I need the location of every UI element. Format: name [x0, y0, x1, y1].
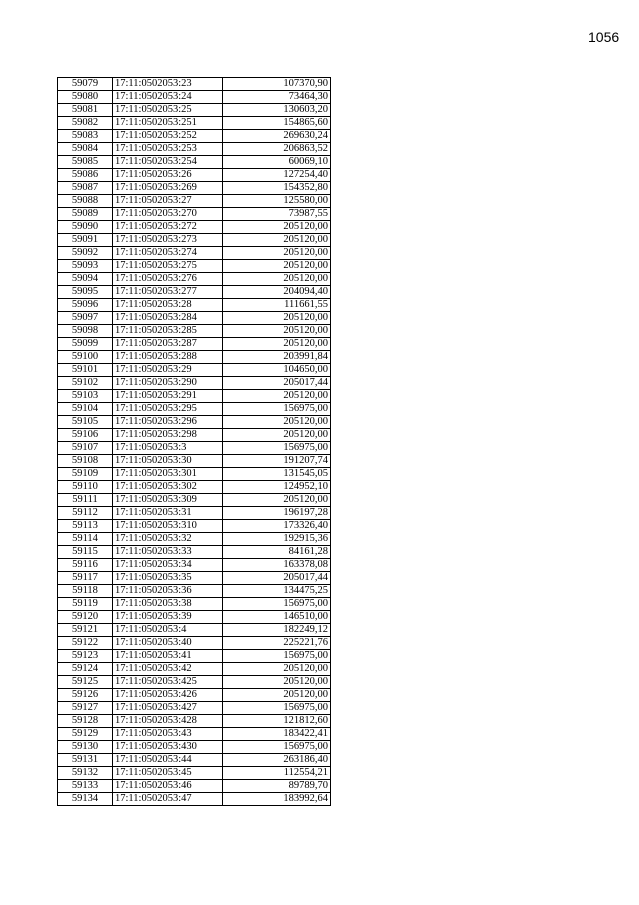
table-row: [58, 286, 331, 299]
value-cell: 104650,00: [223, 364, 331, 377]
row-number-cell: 59094: [58, 273, 113, 286]
row-number-cell: 59118: [58, 585, 113, 598]
row-number-cell: 59092: [58, 247, 113, 260]
cadastral-number-cell: 17:11:0502053:275: [113, 260, 223, 273]
cadastral-number-cell: 17:11:0502053:291: [113, 390, 223, 403]
value-cell: 205120,00: [223, 676, 331, 689]
row-number-cell: 59124: [58, 663, 113, 676]
row-number-cell: 59086: [58, 169, 113, 182]
table-row: [58, 364, 331, 377]
cadastral-number-cell: 17:11:0502053:251: [113, 117, 223, 130]
value-cell: 205120,00: [223, 416, 331, 429]
row-number-cell: 59099: [58, 338, 113, 351]
row-number-cell: 59079: [58, 78, 113, 91]
value-cell: 183992,64: [223, 793, 331, 806]
row-number-cell: 59120: [58, 611, 113, 624]
cadastral-number-cell: 17:11:0502053:23: [113, 78, 223, 91]
value-cell: 154865,60: [223, 117, 331, 130]
value-cell: 191207,74: [223, 455, 331, 468]
value-cell: 121812,60: [223, 715, 331, 728]
cadastral-number-cell: 17:11:0502053:430: [113, 741, 223, 754]
row-number-cell: 59131: [58, 754, 113, 767]
row-number-cell: 59129: [58, 728, 113, 741]
value-cell: 146510,00: [223, 611, 331, 624]
cadastral-number-cell: 17:11:0502053:39: [113, 611, 223, 624]
row-number-cell: 59105: [58, 416, 113, 429]
value-cell: 205120,00: [223, 273, 331, 286]
table-row: [58, 416, 331, 429]
cadastral-number-cell: 17:11:0502053:43: [113, 728, 223, 741]
row-number-cell: 59114: [58, 533, 113, 546]
cadastral-number-cell: 17:11:0502053:274: [113, 247, 223, 260]
table-row: [58, 143, 331, 156]
row-number-cell: 59134: [58, 793, 113, 806]
row-number-cell: 59084: [58, 143, 113, 156]
cadastral-number-cell: 17:11:0502053:27: [113, 195, 223, 208]
value-cell: 205017,44: [223, 572, 331, 585]
row-number-cell: 59097: [58, 312, 113, 325]
table-row: [58, 494, 331, 507]
value-cell: 163378,08: [223, 559, 331, 572]
table-row: [58, 455, 331, 468]
row-number-cell: 59085: [58, 156, 113, 169]
value-cell: 107370,90: [223, 78, 331, 91]
value-cell: 173326,40: [223, 520, 331, 533]
row-number-cell: 59107: [58, 442, 113, 455]
value-cell: 134475,25: [223, 585, 331, 598]
value-cell: 60069,10: [223, 156, 331, 169]
value-cell: 269630,24: [223, 130, 331, 143]
value-cell: 205120,00: [223, 338, 331, 351]
cadastral-number-cell: 17:11:0502053:25: [113, 104, 223, 117]
cadastral-number-cell: 17:11:0502053:285: [113, 325, 223, 338]
cadastral-number-cell: 17:11:0502053:29: [113, 364, 223, 377]
value-cell: 156975,00: [223, 442, 331, 455]
value-cell: 192915,36: [223, 533, 331, 546]
table-row: [58, 182, 331, 195]
value-cell: 156975,00: [223, 702, 331, 715]
cadastral-number-cell: 17:11:0502053:302: [113, 481, 223, 494]
table-row: [58, 156, 331, 169]
table-row: [58, 117, 331, 130]
table-row: [58, 338, 331, 351]
row-number-cell: 59103: [58, 390, 113, 403]
cadastral-number-cell: 17:11:0502053:45: [113, 767, 223, 780]
cadastral-number-cell: 17:11:0502053:426: [113, 689, 223, 702]
row-number-cell: 59132: [58, 767, 113, 780]
cadastral-number-cell: 17:11:0502053:4: [113, 624, 223, 637]
row-number-cell: 59098: [58, 325, 113, 338]
row-number-cell: 59083: [58, 130, 113, 143]
table-row: [58, 728, 331, 741]
row-number-cell: 59113: [58, 520, 113, 533]
table-row: [58, 780, 331, 793]
table-row: [58, 429, 331, 442]
row-number-cell: 59082: [58, 117, 113, 130]
row-number-cell: 59125: [58, 676, 113, 689]
table-row: [58, 325, 331, 338]
cadastral-number-cell: 17:11:0502053:34: [113, 559, 223, 572]
cadastral-number-cell: 17:11:0502053:298: [113, 429, 223, 442]
row-number-cell: 59091: [58, 234, 113, 247]
row-number-cell: 59106: [58, 429, 113, 442]
table-row: [58, 104, 331, 117]
table-row: [58, 169, 331, 182]
cadastral-number-cell: 17:11:0502053:288: [113, 351, 223, 364]
cadastral-number-cell: 17:11:0502053:295: [113, 403, 223, 416]
table-row: [58, 611, 331, 624]
row-number-cell: 59126: [58, 689, 113, 702]
table-row: [58, 637, 331, 650]
table-row: [58, 663, 331, 676]
table-row: [58, 676, 331, 689]
row-number-cell: 59127: [58, 702, 113, 715]
row-number-cell: 59111: [58, 494, 113, 507]
cadastral-number-cell: 17:11:0502053:46: [113, 780, 223, 793]
cadastral-number-cell: 17:11:0502053:310: [113, 520, 223, 533]
value-cell: 125580,00: [223, 195, 331, 208]
table-row: [58, 299, 331, 312]
value-cell: 124952,10: [223, 481, 331, 494]
value-cell: 73987,55: [223, 208, 331, 221]
value-cell: 73464,30: [223, 91, 331, 104]
table-row: [58, 273, 331, 286]
row-number-cell: 59088: [58, 195, 113, 208]
row-number-cell: 59108: [58, 455, 113, 468]
table-row: [58, 234, 331, 247]
value-cell: 205120,00: [223, 312, 331, 325]
table-row: [58, 78, 331, 91]
cadastral-number-cell: 17:11:0502053:287: [113, 338, 223, 351]
value-cell: 206863,52: [223, 143, 331, 156]
row-number-cell: 59093: [58, 260, 113, 273]
row-number-cell: 59096: [58, 299, 113, 312]
value-cell: 205120,00: [223, 689, 331, 702]
value-cell: 205120,00: [223, 494, 331, 507]
cadastral-number-cell: 17:11:0502053:272: [113, 221, 223, 234]
table-row: [58, 520, 331, 533]
table-row: [58, 208, 331, 221]
value-cell: 205120,00: [223, 234, 331, 247]
cadastral-number-cell: 17:11:0502053:3: [113, 442, 223, 455]
table-body: [58, 78, 331, 806]
table-row: [58, 533, 331, 546]
value-cell: 154352,80: [223, 182, 331, 195]
cadastral-number-cell: 17:11:0502053:428: [113, 715, 223, 728]
table-row: [58, 468, 331, 481]
row-number-cell: 59117: [58, 572, 113, 585]
value-cell: 89789,70: [223, 780, 331, 793]
cadastral-number-cell: 17:11:0502053:254: [113, 156, 223, 169]
value-cell: 156975,00: [223, 598, 331, 611]
cadastral-number-cell: 17:11:0502053:42: [113, 663, 223, 676]
value-cell: 263186,40: [223, 754, 331, 767]
row-number-cell: 59080: [58, 91, 113, 104]
cadastral-number-cell: 17:11:0502053:31: [113, 507, 223, 520]
cadastral-number-cell: 17:11:0502053:38: [113, 598, 223, 611]
row-number-cell: 59112: [58, 507, 113, 520]
table-row: [58, 481, 331, 494]
cadastral-number-cell: 17:11:0502053:40: [113, 637, 223, 650]
table-row: [58, 260, 331, 273]
cadastral-number-cell: 17:11:0502053:252: [113, 130, 223, 143]
cadastral-number-cell: 17:11:0502053:47: [113, 793, 223, 806]
table-row: [58, 767, 331, 780]
row-number-cell: 59081: [58, 104, 113, 117]
cadastral-number-cell: 17:11:0502053:277: [113, 286, 223, 299]
table-row: [58, 351, 331, 364]
row-number-cell: 59133: [58, 780, 113, 793]
table-row: [58, 650, 331, 663]
cadastral-number-cell: 17:11:0502053:33: [113, 546, 223, 559]
row-number-cell: 59087: [58, 182, 113, 195]
table-row: [58, 793, 331, 806]
cadastral-number-cell: 17:11:0502053:284: [113, 312, 223, 325]
cadastral-number-cell: 17:11:0502053:36: [113, 585, 223, 598]
value-cell: 156975,00: [223, 741, 331, 754]
value-cell: 205120,00: [223, 260, 331, 273]
value-cell: 205120,00: [223, 247, 331, 260]
row-number-cell: 59090: [58, 221, 113, 234]
table-row: [58, 247, 331, 260]
row-number-cell: 59130: [58, 741, 113, 754]
table-row: [58, 624, 331, 637]
table-row: [58, 442, 331, 455]
row-number-cell: 59089: [58, 208, 113, 221]
data-table: [57, 77, 331, 806]
table-row: [58, 689, 331, 702]
value-cell: 205120,00: [223, 221, 331, 234]
table-row: [58, 221, 331, 234]
table-row: [58, 130, 331, 143]
table-row: [58, 741, 331, 754]
row-number-cell: 59100: [58, 351, 113, 364]
value-cell: 183422,41: [223, 728, 331, 741]
value-cell: 205120,00: [223, 663, 331, 676]
cadastral-number-cell: 17:11:0502053:273: [113, 234, 223, 247]
table-row: [58, 598, 331, 611]
cadastral-number-cell: 17:11:0502053:32: [113, 533, 223, 546]
row-number-cell: 59122: [58, 637, 113, 650]
table-row: [58, 546, 331, 559]
table-row: [58, 715, 331, 728]
value-cell: 205120,00: [223, 325, 331, 338]
cadastral-number-cell: 17:11:0502053:276: [113, 273, 223, 286]
table-row: [58, 390, 331, 403]
row-number-cell: 59128: [58, 715, 113, 728]
row-number-cell: 59095: [58, 286, 113, 299]
value-cell: 196197,28: [223, 507, 331, 520]
cadastral-number-cell: 17:11:0502053:270: [113, 208, 223, 221]
cadastral-number-cell: 17:11:0502053:427: [113, 702, 223, 715]
cadastral-number-cell: 17:11:0502053:269: [113, 182, 223, 195]
value-cell: 182249,12: [223, 624, 331, 637]
value-cell: 131545,05: [223, 468, 331, 481]
cadastral-number-cell: 17:11:0502053:290: [113, 377, 223, 390]
table-row: [58, 403, 331, 416]
value-cell: 156975,00: [223, 650, 331, 663]
value-cell: 127254,40: [223, 169, 331, 182]
cadastral-number-cell: 17:11:0502053:253: [113, 143, 223, 156]
table-row: [58, 754, 331, 767]
table-row: [58, 195, 331, 208]
cadastral-number-cell: 17:11:0502053:44: [113, 754, 223, 767]
value-cell: 205120,00: [223, 390, 331, 403]
value-cell: 204094,40: [223, 286, 331, 299]
table-row: [58, 559, 331, 572]
value-cell: 205120,00: [223, 429, 331, 442]
cadastral-number-cell: 17:11:0502053:425: [113, 676, 223, 689]
cadastral-number-cell: 17:11:0502053:24: [113, 91, 223, 104]
table-row: [58, 572, 331, 585]
value-cell: 112554,21: [223, 767, 331, 780]
table-row: [58, 377, 331, 390]
value-cell: 205017,44: [223, 377, 331, 390]
value-cell: 156975,00: [223, 403, 331, 416]
row-number-cell: 59123: [58, 650, 113, 663]
table-row: [58, 91, 331, 104]
cadastral-number-cell: 17:11:0502053:309: [113, 494, 223, 507]
page-number: 1056: [588, 29, 620, 45]
row-number-cell: 59115: [58, 546, 113, 559]
table-row: [58, 312, 331, 325]
row-number-cell: 59109: [58, 468, 113, 481]
cadastral-number-cell: 17:11:0502053:26: [113, 169, 223, 182]
value-cell: 84161,28: [223, 546, 331, 559]
value-cell: 130603,20: [223, 104, 331, 117]
cadastral-number-cell: 17:11:0502053:28: [113, 299, 223, 312]
cadastral-number-cell: 17:11:0502053:41: [113, 650, 223, 663]
table-row: [58, 585, 331, 598]
row-number-cell: 59121: [58, 624, 113, 637]
row-number-cell: 59110: [58, 481, 113, 494]
table-row: [58, 702, 331, 715]
row-number-cell: 59102: [58, 377, 113, 390]
cadastral-number-cell: 17:11:0502053:301: [113, 468, 223, 481]
value-cell: 225221,76: [223, 637, 331, 650]
cadastral-number-cell: 17:11:0502053:30: [113, 455, 223, 468]
row-number-cell: 59104: [58, 403, 113, 416]
row-number-cell: 59101: [58, 364, 113, 377]
value-cell: 111661,55: [223, 299, 331, 312]
cadastral-number-cell: 17:11:0502053:35: [113, 572, 223, 585]
cadastral-number-cell: 17:11:0502053:296: [113, 416, 223, 429]
table-row: [58, 507, 331, 520]
row-number-cell: 59116: [58, 559, 113, 572]
value-cell: 203991,84: [223, 351, 331, 364]
row-number-cell: 59119: [58, 598, 113, 611]
